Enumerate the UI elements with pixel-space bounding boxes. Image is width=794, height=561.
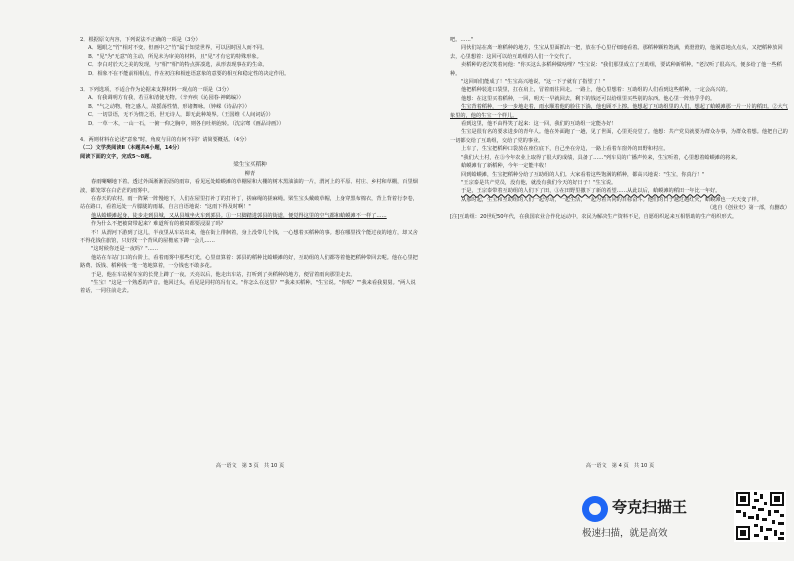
- story-paragraph: 他站在车站门口的台阶上，看着雨雾中那些灯光，心里盘算着：郭县的稻种比蛤蟆滩的好，互助组的人们都等着他把稻种带回去呢。他在心里把路费、饭钱、稻种钱一笔一笔地算着，一分钱也不敢多花。: [80, 254, 418, 270]
- brand-name: 夸克扫描王: [612, 498, 688, 516]
- right-page: [450, 36, 790, 461]
- story-paragraph: 上车了，生宝把稻种口袋放在座位底下，自己坐在旁边，一路上看着车窗外的田野和村庄。: [461, 146, 669, 153]
- question-2-stem: 2．根据原文内容，下列说法不正确的一项是（3分）: [80, 37, 201, 43]
- story-paragraph: 卖稻种的老汉笑着问他："你买这么多稻种做啥哩？"生宝说："我们那里成立了互助组，要试种新稻种。"老汉听了很高兴，便多给了他一些稻种。: [450, 62, 782, 77]
- source-citation: （选自《创业史》第一部，有删改）: [706, 205, 790, 212]
- story-paragraph: 春雨唰唰地下着。透过外面淅淅沥沥的雨帘，看见远处蛤蟆滩的草棚屋和大棚的树木黑油油的一片，渭河上的平原、村庄、乡村和草棚，百里烟波，都笼罩在白茫茫的雨雾中。: [80, 179, 418, 194]
- brand-slogan: 极速扫描，就是高效: [582, 528, 668, 539]
- story-paragraph: 他想：在这里买着稻种，一回，明天一早就回去，剩下的钱还可以给组里买些别的东西。他心里一阵热乎乎的。: [461, 95, 716, 102]
- story-paragraph: 吧。……": [450, 37, 474, 43]
- footnote: [注]互助组：20世纪50年代，在我国农业合作化运动中，农民为解决生产资料不足，自愿组织起来互相帮助的生产组织形式。: [450, 213, 738, 220]
- right-page-footer: 高一语文 第 4 页 共 10 页: [585, 463, 655, 469]
- story-author: 柳青: [244, 170, 256, 177]
- section-heading: （二）文学类阅读Ⅱ（本题共4小题，14分）: [80, 145, 183, 152]
- q2-option-b: B．"见"为"无意"的主动，所见未为审美的材料，且"见"才有它的特殊形象。: [88, 53, 262, 60]
- scanner-watermark: [582, 490, 792, 550]
- story-paragraph: 作为什么不把被窝带起来？难道所有的被窝都要浸湿了吗？: [91, 221, 226, 228]
- qr-code-icon: [734, 490, 786, 542]
- story-paragraph: 看到这里，他不由得笑了起来：这一回，我们的互助组一定能办好！: [461, 121, 617, 128]
- story-paragraph: 在春天的农村，雨一阵紧一阵慢地下，人们在屋里打补丁的打补丁，搓麻绳的搓麻绳。梁生宝头戴破草帽，上身穿黑布棉衣，背上背着行李卷，站在路口，看着远处一片朦胧的雨幕，自言自语地说："这雨下得及时啊！": [80, 195, 418, 211]
- q3-option-c: C．一切景语，无不为情之语，世无诗人，即无此种境界。（王国维《人间词话》）: [88, 112, 274, 119]
- story-paragraph-underlined: 他从蛤蟆滩起身，徒步走到县城，又从县城坐火车到郭县。①一只脚踏进郭县的街道，便觉得这里的空气都和蛤蟆滩不一样了……: [91, 212, 387, 219]
- story-paragraph: "王宗泰是共产党员，没有他，就没有我们今天的好日子！"生宝说。: [461, 179, 617, 186]
- story-paragraph: 同伙们站在离一堆稻种的地方，生宝从里面抓出一把，放在手心里仔细地看着。那稻种颗粒饱满，黄澄澄的，他满意地点点头，又把稻种放回去，心里想着：这回可以给互助组的人们一个交代了。: [450, 45, 783, 60]
- q3-option-a: A．有我调明方有我，若亘和清使无物。（辛弃疾《沁园春·神鹤编》）: [88, 95, 244, 102]
- question-4: 4．两则材料在论述"意象"时，角度与目的有何不同？请简要概括。（4分）: [80, 137, 250, 144]
- quark-logo-icon: [582, 496, 608, 522]
- q2-option-d: D．相象不在不能前相相点，作在初注和相连语意象的意要的相互和稳定性的决定作用。: [88, 70, 290, 77]
- story-paragraph-underlined: 生宝背着稻种，一步一步地走着，雨水顺着他的脸往下淌，他也顾不上擦。他想起了互助组里的人们，想起了蛤蟆滩那一片一片的稻田。②大气象里的，他的生宝一个样儿。: [450, 104, 788, 119]
- story-title: 梁生宝买稻种: [233, 162, 267, 169]
- story-paragraph: 蛤蟆滩有了新稻种，今年一定能丰收！: [461, 163, 550, 170]
- story-paragraph: "生宝！"这是一个熟悉的声音。他回过头，看见是同村的冯有义。"你怎么在这里？""我来买稻种。"生宝说。"你呢？""我来看我舅舅。"两人说着话，一同往前走去。: [80, 279, 416, 295]
- story-paragraph-wavy-underlined: 于是，王宗泰带着互助组的人们下了田，③在田野里撒下了新的希望……从此以后，蛤蟆滩的稻田一年比一年好。: [461, 188, 721, 195]
- q3-option-d: D．一草一木，一山一石，一俯一仰之胸中，则各自吐纳泡转。（沈宗骞《画品诗画》）: [88, 120, 285, 127]
- q2-option-a: A．题眼之"竹"相对不变，但画中之"竹"属于知觉世界，可以因时因人而不同。: [88, 45, 268, 52]
- story-paragraph: 不！从渭河下游到了这儿，半夜里从车站出来，他在街上徘徊着，身上没带几个钱，一心想着买稻种的事。想在哪里找个能过夜的地方，却又舍不得花钱住旅馆，只好找一个背风的屋檐底下蹲一会儿……: [80, 229, 418, 244]
- q3-option-b: B．"气之动物，物之感人，故摇荡性情，形诸舞咏。（钟嵘《诗品序》）: [88, 103, 250, 110]
- story-paragraph: "这回咱们能成了！"生宝高兴地说，"这一下子就有了指望了！": [461, 79, 606, 86]
- story-paragraph: 回到蛤蟆滩，生宝把稻种分给了互助组的人们。大家看着这些饱满的稻种，都高兴地说："生宝，你真行！": [461, 171, 705, 178]
- story-paragraph: 从那时起，生宝和互助组的人们一起劳动，一起生活，一起为着共同的目标奋斗。他们的日子越过越红火，蛤蟆滩也一天天变了样。: [461, 196, 762, 203]
- story-paragraph: 于是，他在车站候车室的长凳上蹲了一夜。天亮以后，他走出车站，打听到了卖稻种的地方，便冒着雨向那里走去。: [91, 271, 356, 278]
- left-page: [80, 36, 420, 461]
- q2-option-c: C．李白对於天之美的发现，与"相""相"的特点拼凑选，从形表现事在的生命。: [88, 62, 268, 69]
- story-paragraph: 生宝是很有名的要求进步的青年人。他在外面跑了一趟，见了世面，心里更亮堂了。他想：共产党员就要为群众办事，为群众着想。他把自己的一切都交给了互助组，交给了党的事业。: [450, 129, 788, 144]
- story-paragraph: 他把稻种装进口袋里，扛在肩上，冒着雨往回走。一路上，他心里想着：互助组的人们看到这些稻种，一定会高兴的。: [461, 87, 731, 94]
- story-paragraph: "这时候你还是一夜吗？"……: [91, 246, 159, 253]
- reading-instructions: 阅读下面的文字，完成5～8题。: [80, 153, 155, 160]
- question-3-stem: 3．下列选项，不适合作为论据来支撑材料一观点的一项是（3分）: [80, 87, 232, 94]
- story-paragraph: "我们大土村，在③今年农业上取得了很大的成绩，具备了……"列车员的广播声传来，生宝听着，心里想着蛤蟆滩的将来。: [461, 154, 741, 161]
- left-page-footer: 高一语文 第 3 页 共 10 页: [215, 463, 285, 469]
